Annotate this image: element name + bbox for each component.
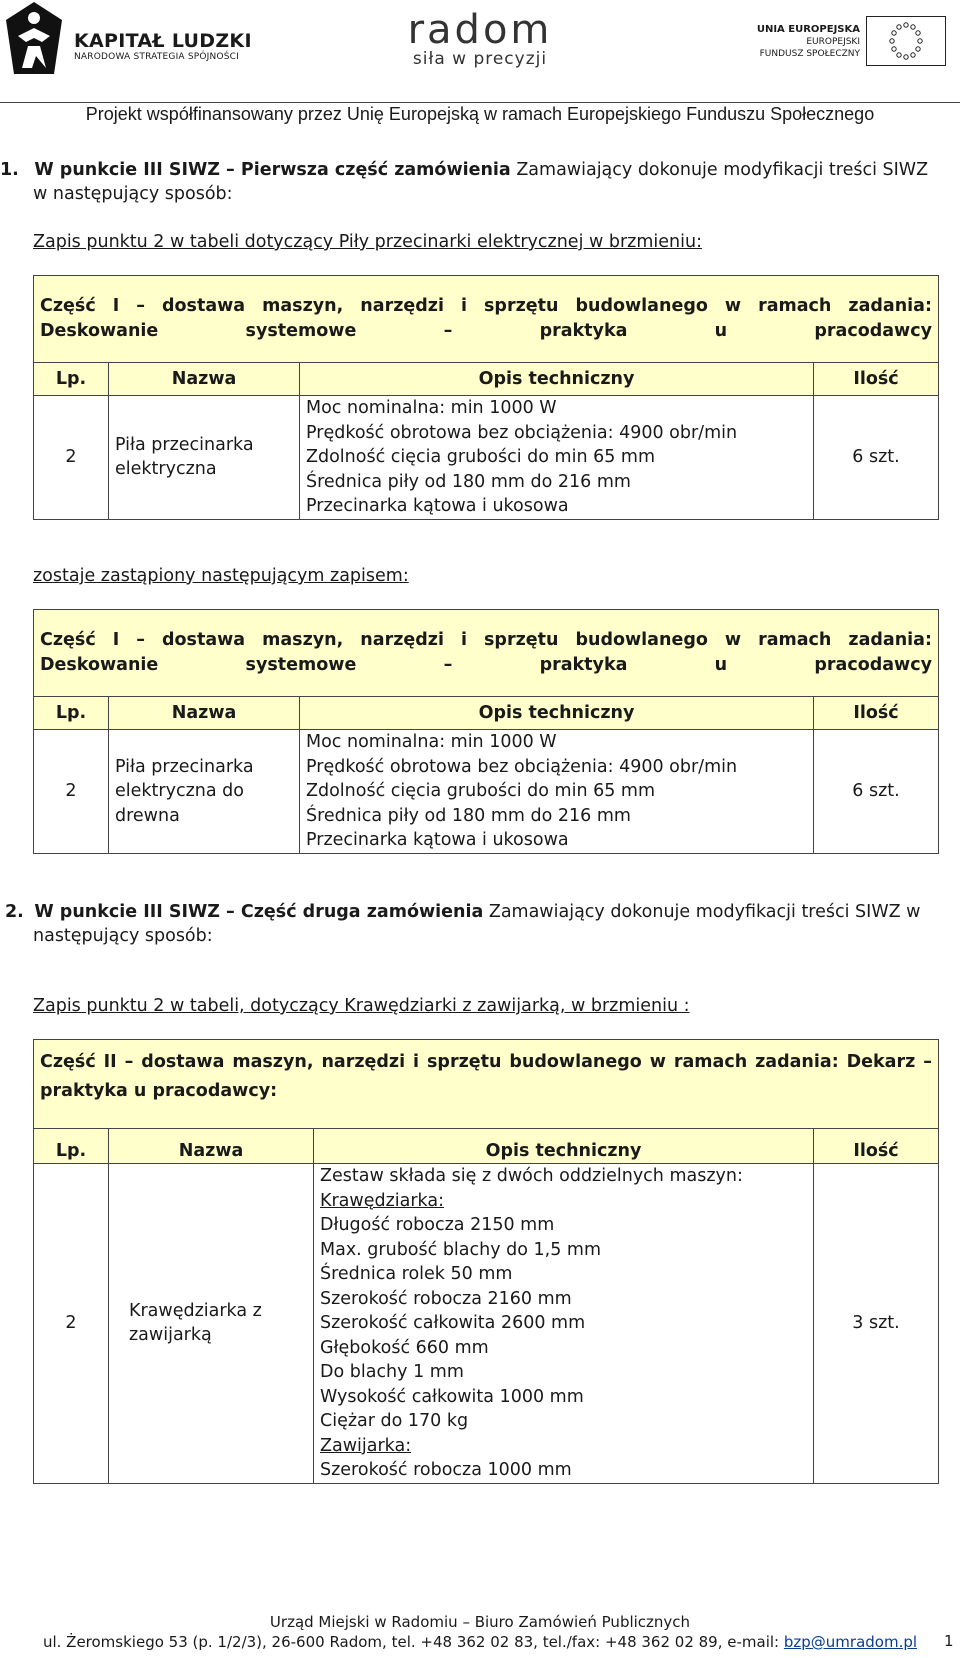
radom-logo-word: radom (407, 7, 553, 53)
kapital-ludzki-subtitle: NARODOWA STRATEGIA SPÓJNOŚCI (74, 52, 239, 62)
kapital-ludzki-logo (6, 2, 256, 78)
row-description-line: Do blachy 1 mm (320, 1362, 464, 1382)
table-row (34, 730, 939, 854)
row-description-line: Szerokość robocza 1000 mm (320, 1460, 572, 1480)
row-description-line: Wysokość całkowita 1000 mm (320, 1386, 584, 1407)
section1-intro (0, 158, 940, 206)
column-header-description: Opis techniczny (300, 363, 814, 396)
row-description-line: Zdolność cięcia grubości do min 65 mm (306, 781, 656, 801)
column-header-lp: Lp. (34, 1129, 109, 1164)
section2-table (33, 1039, 939, 1484)
row-description-line: Szerokość robocza 2160 mm (320, 1288, 572, 1309)
row-description (314, 1164, 814, 1484)
row-description-line: Długość robocza 2150 mm (320, 1215, 555, 1235)
row-description-line: Przecinarka kątowa i ukosowa (306, 830, 569, 850)
footer-line2 (0, 1632, 960, 1652)
section1-intro-line2: w następujący sposób: (33, 184, 233, 204)
section2-table-caption: Część II – dostawa maszyn, narzędzi i sprzętu budowlanego w ramach zadania: Dekarz – praktyka u pracodawcy: (34, 1040, 939, 1129)
section2-number: 2. (5, 902, 24, 922)
section1-number: 1. (0, 160, 19, 180)
row-description-line: Moc nominalna: min 1000 W (306, 398, 557, 418)
row-name (109, 1164, 314, 1484)
table-row (34, 1164, 939, 1484)
page-footer (0, 1612, 960, 1652)
row-quantity: 6 szt. (814, 396, 939, 520)
row-quantity: 6 szt. (814, 730, 939, 854)
row-description-line: Prędkość obrotowa bez obciążenia: 4900 obr/min (306, 422, 738, 443)
radom-logo-slogan: siła w precyzji (412, 49, 548, 69)
column-header-quantity: Ilość (814, 697, 939, 730)
eu-logo-line1: UNIA EUROPEJSKA (756, 24, 860, 35)
section1-replaced-label: zostaje zastąpiony następującym zapisem: (33, 566, 409, 586)
row-description-sub2-label: Zawijarka: (320, 1435, 412, 1456)
section1-old-table (33, 275, 939, 520)
row-description-line: Zdolność cięcia grubości do min 65 mm (306, 447, 656, 467)
section2-intro (0, 900, 940, 948)
row-description-line: Średnica piły od 180 mm do 216 mm (306, 471, 631, 492)
row-lp: 2 (34, 396, 109, 520)
row-name-line: Piła przecinarka (115, 756, 254, 777)
row-description-line: Głębokość 660 mm (320, 1337, 489, 1358)
section1-record-label: Zapis punktu 2 w tabeli dotyczący Piły przecinarki elektrycznej w brzmieniu: (33, 232, 702, 252)
table-row (34, 396, 939, 520)
row-name (109, 396, 300, 520)
row-description-line: Średnica piły od 180 mm do 216 mm (306, 805, 631, 826)
column-header-name: Nazwa (109, 363, 300, 396)
table-caption-row (34, 1040, 939, 1129)
row-name-line: drewna (115, 805, 180, 826)
cofinance-notice: Projekt współfinansowany przez Unię Europejską w ramach Europejskiego Funduszu Społecznego (85, 104, 875, 124)
table-header-row (34, 1129, 939, 1164)
section2-title: W punkcie III SIWZ – Część druga zamówienia (34, 902, 484, 922)
row-name-line: Krawędziarka z (129, 1300, 262, 1321)
section2-record-label: Zapis punktu 2 w tabeli, dotyczący Krawędziarki z zawijarką, w brzmieniu : (33, 996, 690, 1016)
row-description-line: Ciężar do 170 kg (320, 1411, 469, 1431)
row-lp: 2 (34, 1164, 109, 1484)
row-description-line: Przecinarka kątowa i ukosowa (306, 496, 569, 516)
section1-old-table-caption: Część I – dostawa maszyn, narzędzi i sprzętu budowlanego w ramach zadania: Deskowanie systemowe – praktyka u pracodawcy (34, 276, 939, 363)
section1-new-table (33, 609, 939, 854)
kapital-ludzki-emblem-icon (6, 2, 62, 74)
kapital-ludzki-title: KAPITAŁ LUDZKI (74, 30, 252, 52)
column-header-name: Nazwa (109, 1129, 314, 1164)
footer-email-link[interactable]: bzp@umradom.pl (783, 1633, 918, 1651)
eu-logo-line3: FUNDUSZ SPOŁECZNY (759, 49, 860, 59)
row-description-line: Prędkość obrotowa bez obciążenia: 4900 obr/min (306, 756, 738, 777)
section1-title: W punkcie III SIWZ – Pierwsza część zamówienia (34, 160, 511, 180)
row-name-line: Piła przecinarka (115, 434, 254, 455)
row-name-line: elektryczna do (115, 781, 244, 801)
row-lp: 2 (34, 730, 109, 854)
eu-logo-line2: EUROPEJSKI (806, 37, 860, 47)
table-caption-row (34, 276, 939, 363)
row-description-sub1-label: Krawędziarka: (320, 1190, 444, 1211)
footer-line1: Urząd Miejski w Radomiu – Biuro Zamówień Publicznych (269, 1613, 691, 1631)
row-name-line: elektryczna (115, 459, 217, 480)
row-description-line: Szerokość całkowita 2600 mm (320, 1313, 586, 1333)
radom-logo (395, 7, 565, 70)
table-header-row (34, 363, 939, 396)
section2-intro-line2: następujący sposób: (33, 926, 213, 946)
eu-logo (756, 14, 946, 68)
table-header-row (34, 697, 939, 730)
column-header-quantity: Ilość (814, 1129, 939, 1164)
column-header-name: Nazwa (109, 697, 300, 730)
eu-stars-icon (867, 17, 945, 65)
eu-flag-icon (866, 16, 946, 66)
section1-intro-rest: Zamawiający dokonuje modyfikacji treści SIWZ (510, 160, 929, 180)
header-divider (0, 102, 960, 103)
column-header-quantity: Ilość (814, 363, 939, 396)
column-header-description: Opis techniczny (314, 1129, 814, 1164)
row-description-line: Średnica rolek 50 mm (320, 1264, 513, 1284)
row-name (109, 730, 300, 854)
eu-logo-text (757, 24, 860, 60)
column-header-lp: Lp. (34, 363, 109, 396)
page-number: 1 (944, 1632, 954, 1650)
row-description-intro: Zestaw składa się z dwóch oddzielnych maszyn: (320, 1166, 743, 1186)
table-caption-row (34, 610, 939, 697)
row-description (300, 396, 814, 520)
row-description (300, 730, 814, 854)
row-description-line: Max. grubość blachy do 1,5 mm (320, 1239, 602, 1260)
row-name-line: zawijarką (129, 1325, 212, 1346)
column-header-description: Opis techniczny (300, 697, 814, 730)
section2-intro-rest: Zamawiający dokonuje modyfikacji treści SIWZ w (483, 902, 921, 922)
column-header-lp: Lp. (34, 697, 109, 730)
row-quantity: 3 szt. (814, 1164, 939, 1484)
row-description-line: Moc nominalna: min 1000 W (306, 732, 557, 752)
section1-new-table-caption: Część I – dostawa maszyn, narzędzi i sprzętu budowlanego w ramach zadania: Deskowanie systemowe – praktyka u pracodawcy (34, 610, 939, 697)
footer-address: ul. Żeromskiego 53 (p. 1/2/3), 26-600 Radom, tel. +48 362 02 83, tel./fax: +48 362 02 89, e-mail: (42, 1633, 784, 1651)
